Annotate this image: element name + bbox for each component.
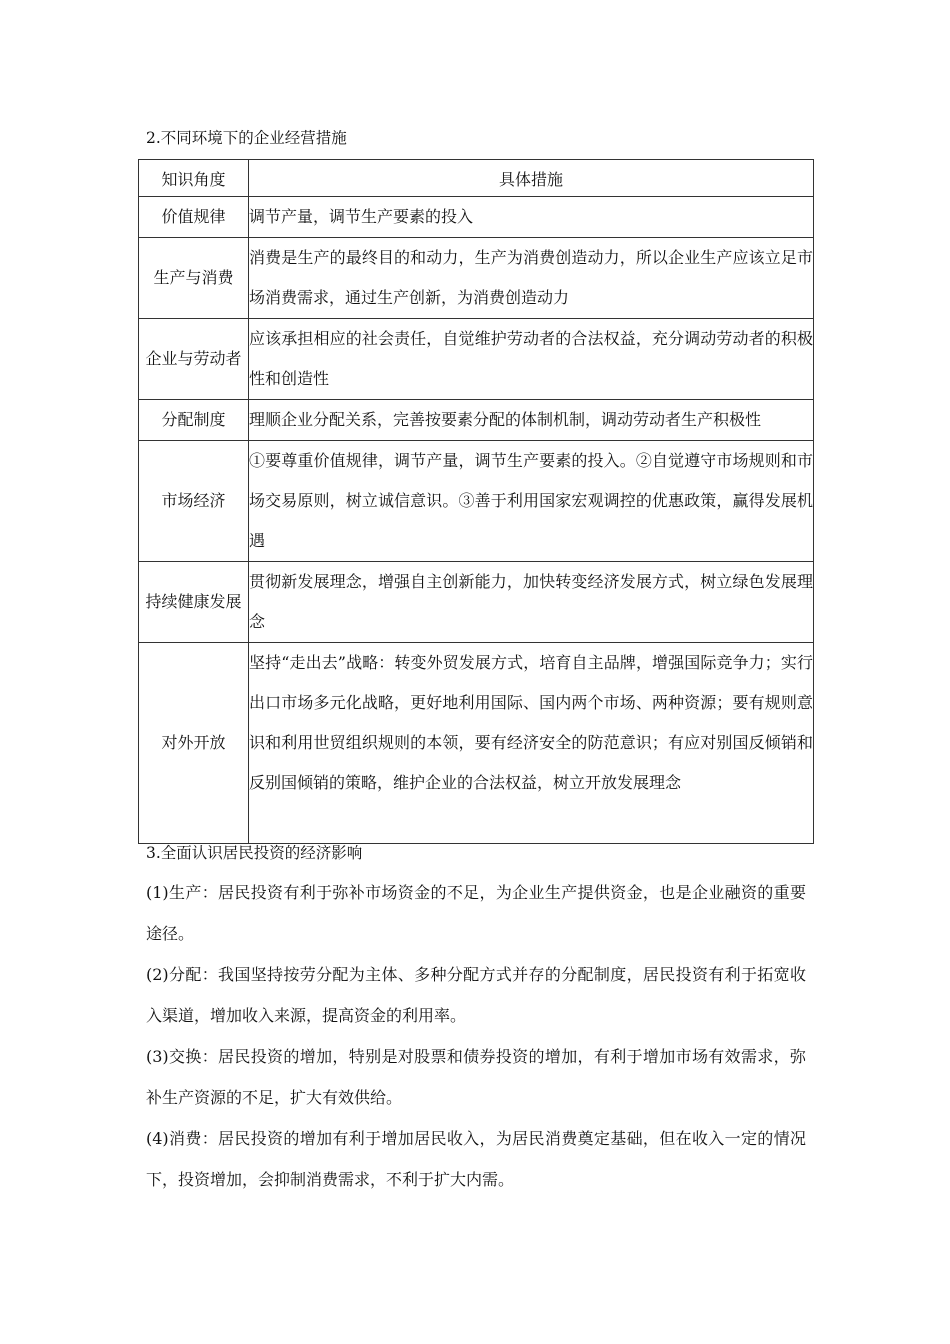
paragraph-production: (1)生产：居民投资有利于弥补市场资金的不足，为企业生产提供资金，也是企业融资的重要途径。 [146,883,806,943]
column-header-perspective: 知识角度 [139,160,249,197]
table-row [139,197,814,238]
table-header-row [139,160,814,197]
table-row [139,400,814,441]
paragraph-distribution: (2)分配：我国坚持按劳分配为主体、多种分配方式并存的分配制度，居民投资有利于拓宽收入渠道，增加收入来源，提高资金的利用率。 [146,965,806,1025]
column-header-measures: 具体措施 [249,160,814,197]
row-topic: 持续健康发展 [139,562,249,643]
table-row [139,441,814,562]
section-3-body [146,872,806,1200]
row-detail: 调节产量，调节生产要素的投入 [249,197,814,238]
row-detail: 理顺企业分配关系，完善按要素分配的体制机制，调动劳动者生产积极性 [249,400,814,441]
row-detail: 坚持“走出去”战略：转变外贸发展方式，培育自主品牌，增强国际竞争力；实行出口市场多元化战略，更好地利用国际、国内两个市场、两种资源；要有规则意识和利用世贸组织规则的本领，要有经济安全的防范意识；有应对别国反倾销和反别国倾销的策略，维护企业的合法权益，树立开放发展理念 [249,643,814,844]
row-detail: 应该承担相应的社会责任，自觉维护劳动者的合法权益，充分调动劳动者的积极性和创造性 [249,319,814,400]
business-measures-table [138,159,814,844]
table-row [139,643,814,844]
row-topic: 价值规律 [139,197,249,238]
row-topic: 生产与消费 [139,238,249,319]
paragraph-consumption: (4)消费：居民投资的增加有利于增加居民收入，为居民消费奠定基础，但在收入一定的情况下，投资增加，会抑制消费需求，不利于扩大内需。 [146,1129,806,1189]
row-topic: 企业与劳动者 [139,319,249,400]
paragraph-exchange: (3)交换：居民投资的增加，特别是对股票和债券投资的增加，有利于增加市场有效需求，弥补生产资源的不足，扩大有效供给。 [146,1047,806,1107]
row-topic: 对外开放 [139,643,249,844]
row-topic: 分配制度 [139,400,249,441]
table-row [139,319,814,400]
row-detail: 消费是生产的最终目的和动力，生产为消费创造动力，所以企业生产应该立足市场消费需求，通过生产创新，为消费创造动力 [249,238,814,319]
table-row [139,238,814,319]
section-2-title: 2.不同环境下的企业经营措施 [146,129,347,147]
row-topic: 市场经济 [139,441,249,562]
table-row [139,562,814,643]
row-detail: 贯彻新发展理念，增强自主创新能力，加快转变经济发展方式，树立绿色发展理念 [249,562,814,643]
section-3-title: 3.全面认识居民投资的经济影响 [146,844,363,862]
row-detail: ①要尊重价值规律，调节产量，调节生产要素的投入。②自觉遵守市场规则和市场交易原则，树立诚信意识。③善于利用国家宏观调控的优惠政策，赢得发展机遇 [249,441,814,562]
